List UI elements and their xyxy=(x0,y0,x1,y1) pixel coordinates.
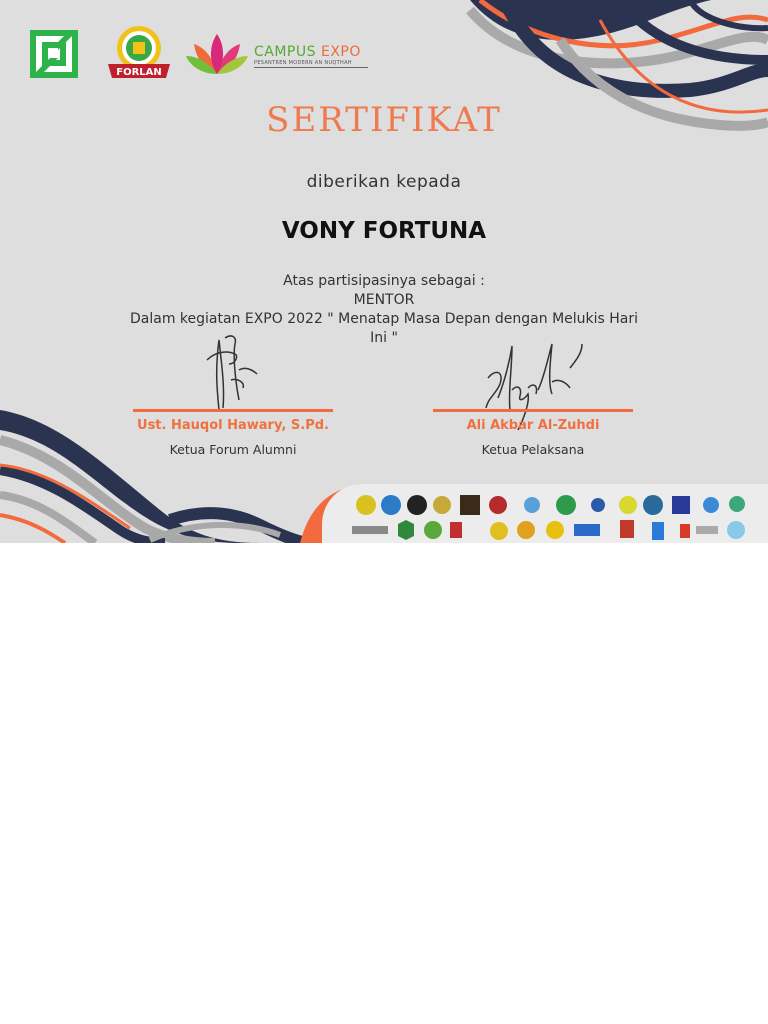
signature-left xyxy=(195,330,265,414)
activity-line-2: Ini " xyxy=(370,330,398,346)
partner-logo-icon xyxy=(352,495,745,540)
forlan-emblem-icon xyxy=(106,24,172,80)
partner-logos xyxy=(322,484,768,543)
participation-label: Atas partisipasinya sebagai : xyxy=(283,273,485,289)
signatory-title-left: Ketua Forum Alumni xyxy=(169,442,297,457)
signature-line-right xyxy=(433,409,633,412)
given-to-label: diberikan kepada xyxy=(306,172,462,192)
expo-word: EXPO xyxy=(320,44,361,60)
square-emblem-icon xyxy=(30,30,78,78)
partner-logos-bar xyxy=(322,484,768,543)
campus-expo-title xyxy=(254,44,361,60)
forlan-label: FORLAN xyxy=(116,67,162,78)
certificate-body xyxy=(100,272,668,348)
campus-word: CAMPUS xyxy=(254,44,317,60)
recipient-name: VONY FORTUNA xyxy=(281,218,487,244)
certificate-title: SERTIFIKAT xyxy=(266,100,502,140)
lotus-icon xyxy=(186,30,248,78)
signature-line-left xyxy=(133,409,333,412)
signatory-name-right: Ali Akbar Al-Zuhdi xyxy=(466,418,600,433)
campus-subtitle: PESANTREN MODERN AN NUQTHAH xyxy=(254,60,368,68)
role-text: MENTOR xyxy=(353,292,415,308)
signatory-name-left: Ust. Hauqol Hawary, S.Pd. xyxy=(137,418,329,433)
activity-line-1: Dalam kegiatan EXPO 2022 " Menatap Masa Depan dengan Melukis Hari xyxy=(129,311,639,327)
signatory-title-right: Ketua Pelaksana xyxy=(481,442,585,457)
